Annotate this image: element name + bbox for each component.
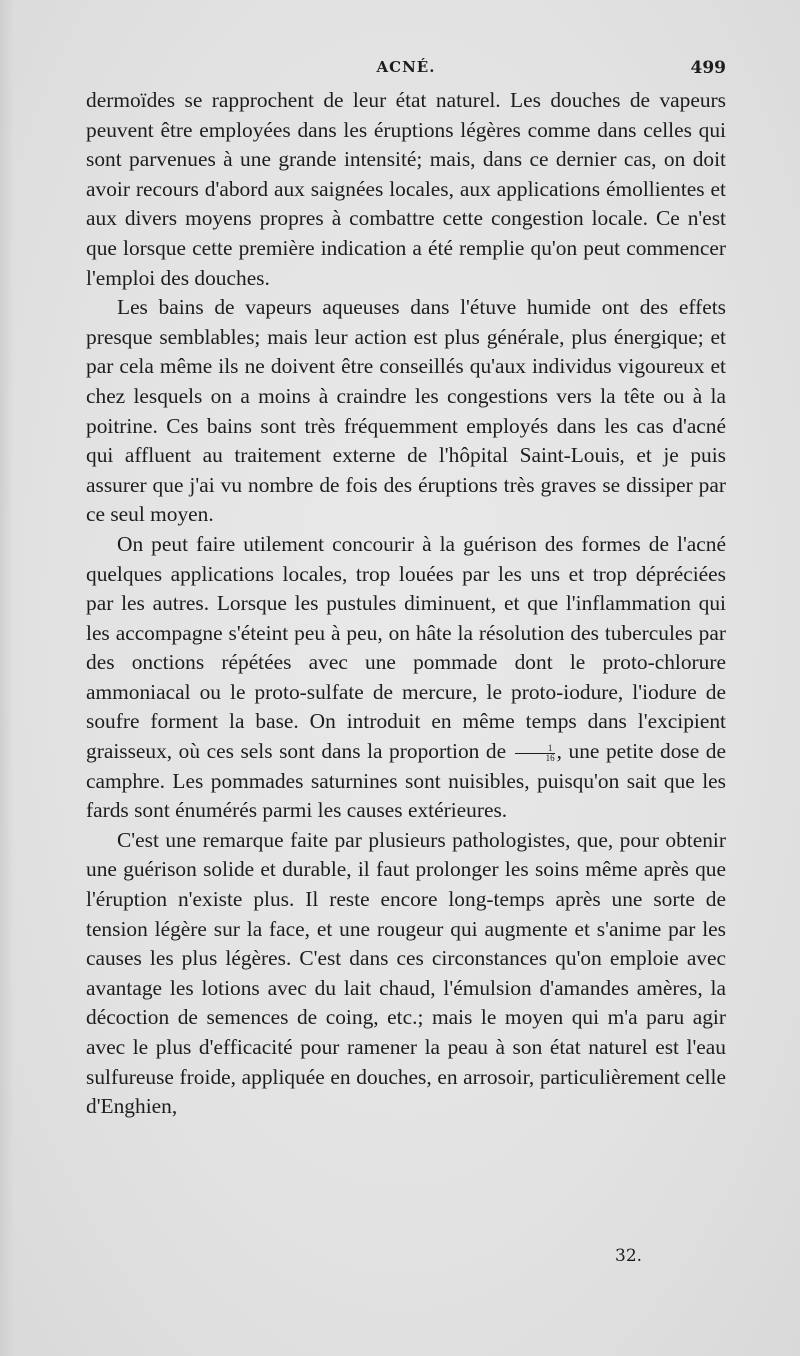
paragraph-3-text-after: , une petite dose de camphre. Les pommades saturnines sont nuisibles, puisqu'on sait que les fards sont énumérés parmi les causes extérieures. [86, 739, 726, 823]
fraction-denominator: 16 [545, 752, 555, 763]
page-number: 499 [690, 58, 726, 78]
signature-mark: 32. [615, 1246, 643, 1266]
paragraph-3 [86, 530, 726, 826]
body-text [86, 86, 726, 1122]
page-edge-shadow [0, 0, 14, 1356]
paragraph-1: dermoïdes se rapprochent de leur état naturel. Les douches de vapeurs peuvent être employées dans les éruptions légères comme dans celles qui sont parvenues à une grande intensité; mais, dans ce dernier cas, on doit avoir recours d'abord aux saignées locales, aux applications émollientes et aux divers moyens propres à combattre cette congestion locale. Ce n'est que lorsque cette première indication a été remplie qu'on peut commencer l'emploi des douches. [86, 88, 726, 290]
paragraph-3-text-before: On peut faire utilement concourir à la guérison des formes de l'acné quelques applications locales, trop louées par les uns et trop dépréciées par les autres. Lorsque les pustules diminuent, et que l'inflammation qui les accompagne s'éteint peu à peu, on hâte la résolution des tubercules par des onctions répétées avec une pommade dont le proto-chlorure ammoniacal ou le proto-sulfate de mercure, le proto-iodure, l'iodure de soufre forment la base. On introduit en même temps dans l'excipient graisseux, où ces sels sont dans la proportion de [86, 531, 726, 764]
fraction [515, 744, 555, 763]
fraction-numerator: 1 [515, 744, 555, 754]
page-header [86, 58, 726, 82]
running-head: ACNÉ. [376, 58, 436, 76]
paragraph-2: Les bains de vapeurs aqueuses dans l'étuve humide ont des effets presque semblables; mais leur action est plus générale, plus énergique; et par cela même ils ne doivent être conseillés qu'aux individus vigoureux et chez lesquels on a moins à craindre les congestions vers la tête ou à la poitrine. Ces bains sont très fréquemment employés dans les cas d'acné qui affluent au traitement externe de l'hôpital Saint-Louis, et je puis assurer que j'ai vu nombre de fois des éruptions très graves se dissiper par ce seul moyen. [86, 295, 726, 527]
paragraph-4: C'est une remarque faite par plusieurs pathologistes, que, pour obtenir une guérison solide et durable, il faut prolonger les soins même après que l'éruption n'existe plus. Il reste encore long-temps après une sorte de tension légère sur la face, et une rougeur qui augmente et s'anime par les causes les plus légères. C'est dans ces circonstances qu'on emploie avec avantage les lotions avec du lait chaud, l'émulsion d'amandes amères, la décoction de semences de coing, etc.; mais le moyen qui m'a paru agir avec le plus d'efficacité pour ramener la peau à son état naturel est l'eau sulfureuse froide, appliquée en douches, en arrosoir, particulièrement celle d'Enghien, [86, 827, 726, 1119]
